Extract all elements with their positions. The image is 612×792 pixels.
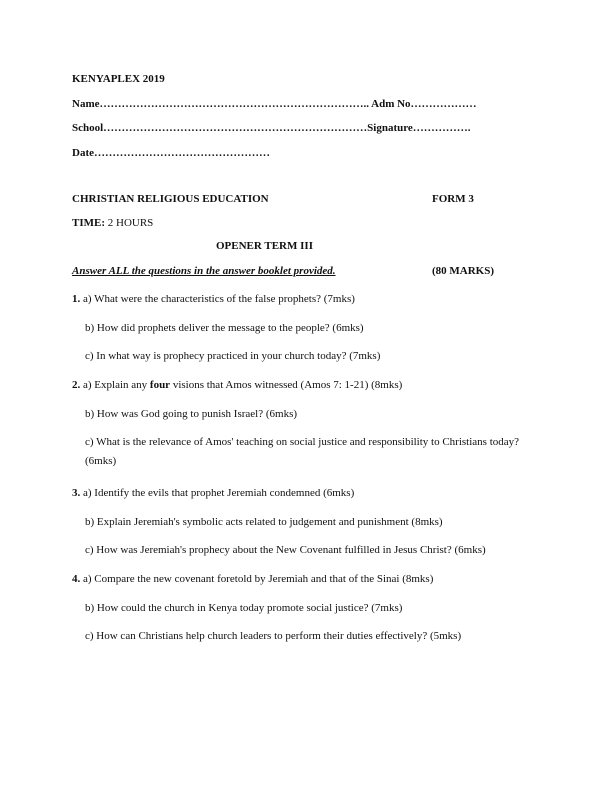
question-3c: c) How was Jeremiah's prophecy about the New Covenant fulfilled in Jesus Christ? (6mks) <box>85 544 486 556</box>
question-2c: c) What is the relevance of Amos' teaching on social justice and responsibility to Christians today? (6mks) <box>85 436 520 467</box>
date-line: Date………………………………………… <box>72 147 270 159</box>
question-1b: b) How did prophets deliver the message to the people? (6mks) <box>85 322 364 334</box>
total-marks: (80 MARKS) <box>432 265 495 277</box>
question-number: 3. <box>72 487 81 499</box>
term-heading: OPENER TERM III <box>216 240 313 252</box>
question-3b: b) Explain Jeremiah's symbolic acts related to judgement and punishment (8mks) <box>85 516 443 528</box>
question-text: a) Compare the new covenant foretold by Jeremiah and that of the Sinai (8mks) <box>80 573 434 585</box>
question-4b: b) How could the church in Kenya today promote social justice? (7mks) <box>85 602 403 614</box>
question-number: 2. <box>72 379 81 391</box>
subject-title: CHRISTIAN RELIGIOUS EDUCATION <box>72 193 269 205</box>
question-text: visions that Amos witnessed (Amos 7: 1-21) (8mks) <box>170 379 403 391</box>
question-1a <box>72 292 355 306</box>
question-2a <box>72 378 402 392</box>
question-text: a) What were the characteristics of the false prophets? (7mks) <box>80 293 355 305</box>
time-line <box>72 216 153 230</box>
question-number: 4. <box>72 573 81 585</box>
question-text: a) Explain any <box>80 379 150 391</box>
question-2b: b) How was God going to punish Israel? (6mks) <box>85 408 298 420</box>
question-3a <box>72 486 354 500</box>
question-4c: c) How can Christians help church leaders to perform their duties effectively? (5mks) <box>85 630 462 642</box>
time-label: TIME: <box>72 217 105 229</box>
school-signature-line: School………………………………………………………………Signature……………. <box>72 122 471 134</box>
name-adm-line: Name……………………………………………………………….. Adm No……………… <box>72 98 477 110</box>
instruction-text: Answer ALL the questions in the answer booklet provided. <box>72 265 336 277</box>
time-value: 2 HOURS <box>105 217 154 229</box>
question-emphasis: four <box>149 379 171 391</box>
question-4a <box>72 572 433 586</box>
form-label: FORM 3 <box>432 193 474 205</box>
question-1c: c) In what way is prophecy practiced in your church today? (7mks) <box>85 350 381 362</box>
exam-name: KENYAPLEX 2019 <box>72 73 165 85</box>
question-text: a) Identify the evils that prophet Jeremiah condemned (6mks) <box>80 487 355 499</box>
question-number: 1. <box>72 293 81 305</box>
